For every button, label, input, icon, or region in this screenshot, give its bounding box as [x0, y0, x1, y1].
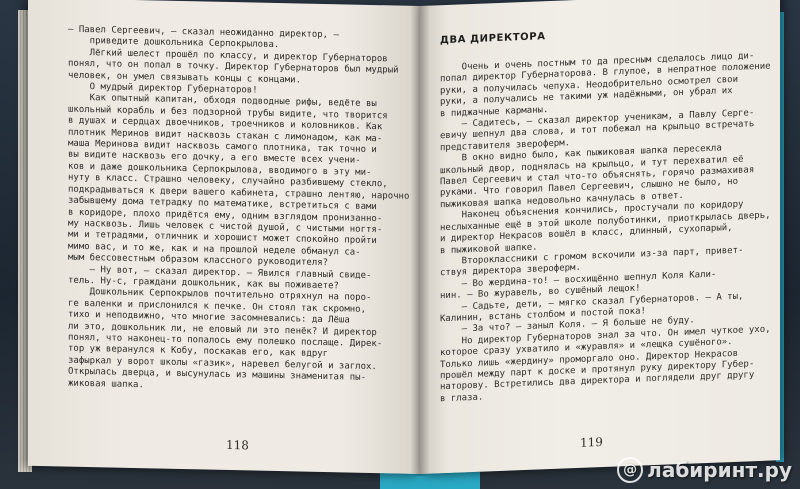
right-page-number: 119 — [580, 434, 603, 450]
left-page-text: — Павел Сергеевич, — сказал неожиданно директор, — приведите дошкольника Серпокрылова. Лёгкий шелест прошёл по классу, и директор Губернаторов понял, что он попал в точку. Директор Губернаторов был мудрый человек, он умел связывать концы с концами. О мудрый директор Губернаторов! Как опытный капитан, обходя подводные рифы, ведёте вы школьный корабль и без подзорной трубы видите, что творится в душах и сердцах двоечников, троечников и коловников. Как плотник Меринов видит насквозь стакан с лимонадом, как ма- маша Меринова видит насквозь самого плотника, так точно и вы видите насквозь его дочку, а его вместе всех учени- ков и даже дошкольника Серпокрылова, вводимого в эту ми- нуту в класс. Страшно человеку, случайно разбившему стекло, подкрадываться к двери вашего кабинета, страшно лентяю, нарочно забывшему дома тетрадку по математике, встретиться с вами в коридоре, плохо придётся ему, одним взглядом пронизанно- му насквозь. Лишь человек с чистой душой, с чистыми ногтя- ми и тетрадями, отличник и хорошист может спокойно пройти мимо вас, и то же, как и на прошлой неделе обманул са- мым бессовестным образом классного руководителя? — Ну вот, — сказал директор. — Явился главный свиде- тель. Ну-с, граждани дошкольник, как вы поживаете? Дошкольник Серпокрылов почтительно отряхнул на поро- ге валенки и прислонился к печке. Он стоял так скромно, тихо и неподвижно, что многие засомневались: да Лёша ли это, дошкольник ли, не еловый ли это пенёк? И директор понял, что наконец-то попалось ему полешко послаще. Дирек- тор уж веранулся к Кобу, поскакав его, как вдруг зафыркал у ворот школы «газик», наревел белугой и заглох. Открылась дверца, и высунулась из машины знаменитая пы- жиковая шапка. — [68, 24, 410, 390]
right-page-text: Очень и очень постным то да пресным сделалось лицо ди- попал директор Губернаторова. В глупое, в непратное положение руки, а получилась чепуха. Неодобрительно осмотрел свои руки, а получались не такими уж надёжными, он убрал их в пиджачные карманы. — Садитесь, — сказал директор ученикам, а Павлу Серге- евичу шепнул два слова, и тот побежал на крыльцо встречать представителя звероферм. В окно видно было, как пыжиковая шапка пересекла школьный двор, поднялась на крыльцо, и тут перехватил её Павел Сергеевич и стал что-то объяснять, горячо размахивая руками. Что говорил Павел Сергеевич, слышно не было, но пыжиковая шапка недовольно качнулась в ответ. Наконец объяснения кончились, простучали по коридору неслыханные ещё в этой школе полуботинки, приоткрылась дверь, и директор Некрасов вошёл в класс, длинный, сухопарый, в пыжиковой шапке. Второклассники с громом вскочили из-за парт, привет- ствуя директора звероферм. — Во жердина-то! — восхищённо шепнул Коля Кали- нин. — Во журавель, во сушёный лещок! — Садьте, дети, — мягко сказал Губернаторов. — А ты, Калинин, встань столбом и постой пока! — За что? — заныл Коля. — Я больше не буду. Но директор Губернаторов знал за что. Он имел чуткое ухо, которое сразу ухватило и «журавля» и «лещка сушёного». Только лишь «жердину» проморгало оно. Директор Некрасов прошёл между парт к доске и протянул руку директору Губер- наторову. Встретились два директора и поглядели друг другу в глаза. — [440, 51, 771, 405]
chapter-heading: ДВА ДИРЕКТОРА — [440, 31, 546, 47]
book-spine-shadow — [410, 6, 430, 476]
watermark — [617, 457, 792, 483]
right-page — [420, 0, 780, 474]
watermark-text: лабиринт.ру — [647, 458, 792, 482]
labirint-logo-icon: @ — [617, 457, 643, 483]
left-page-number: 118 — [226, 437, 249, 453]
book-cover-bottom — [380, 472, 480, 489]
left-page — [28, 0, 420, 474]
